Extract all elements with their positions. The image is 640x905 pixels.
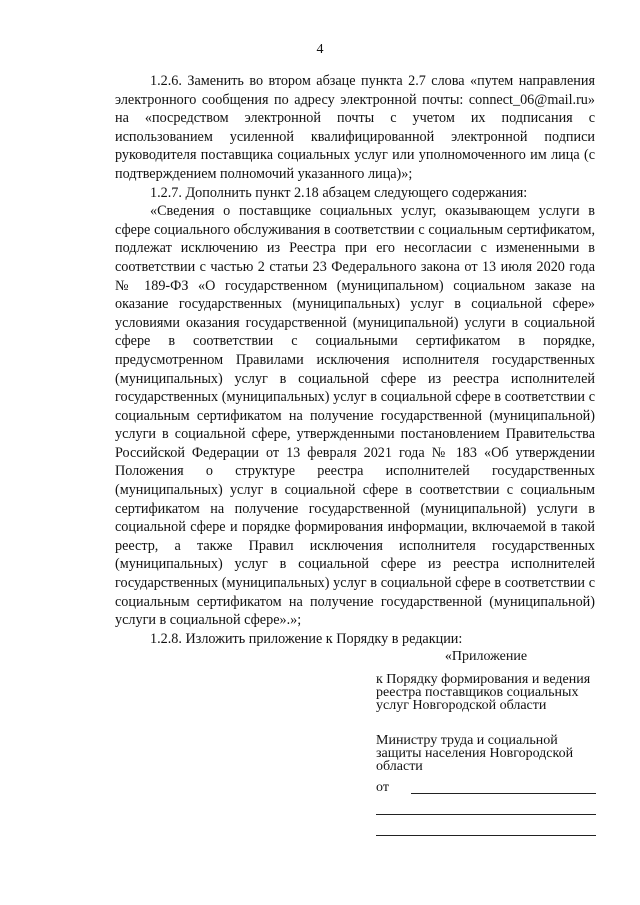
paragraph-quote: «Сведения о поставщике социальных услуг, оказывающем услуги в сфере социального обслуживания в соответствии с социальным сертификатом, подлежат исключению из Реестра при его несогласии с измененными в соответствии с частью 2 статьи 23 Федерального закона от 13 июля 2020 года № 189-ФЗ «О государственном (муниципальном) социальном заказе на оказание государственных (муниципальных) услуг в социальной сфере» условиями оказания государственной (муниципальной) услуги в социальной сфере в соответствии с социальными сертификатом в порядке, предусмотренном Правилами исключения исполнителя государственных (муниципальных) услуг в социальной сфере из реестра исполнителей государственных (муниципальных) услуг в социальной сфере в соответствии с социальным сертификатом на получение государственной (муниципальной) услуги в социальной сфере, утвержденными постановлением Правительства Российской Федерации от 13 февраля 2021 года № 183 «Об утверждении Положения о структуре реестра исполнителей государственных (муниципальных) услуг в социальной сфере в соответствии с социальным сертификатом на получение государственной (муниципальной) услуги в социальной сфере и порядке формирования информации, включаемой в такой реестр, а также Правил исключения исполнителя государственных (муниципальных) услуг в социальной сфере из реестра исполнителей государственных (муниципальных) услуг в социальной сфере в соответствии с социальным сертификатом на получение государственной (муниципальной) услуги в социальной сфере».»; [115, 203, 595, 629]
body-text [115, 72, 595, 648]
fill-line-2 [376, 794, 596, 815]
from-fill-line [411, 782, 596, 794]
paragraph-1-2-7: 1.2.7. Дополнить пункт 2.18 абзацем следующего содержания: [150, 184, 528, 201]
from-row [376, 781, 596, 794]
appendix-heading: «Приложение [444, 649, 528, 664]
paragraph-1-2-6: 1.2.6. Заменить во втором абзаце пункта 2.7 слова «путем направления электронного сообщения по адресу электронной почты: connect_06@mail.ru» на «посредством электронной почты с учетом их подписания с использованием усиленной квалифицированной электронной подписи руководителя поставщика социальных услуг или уполномоченного им лица (с подтверждением полномочий указанного лица)»; [115, 73, 595, 182]
paragraph-1-2-8: 1.2.8. Изложить приложение к Порядку в редакции: [150, 630, 463, 647]
appendix-subtitle: к Порядку формирования и ведения реестра поставщиков социальных услуг Новгородской области [376, 672, 591, 713]
appendix-addressee: Министру труда и социальной защиты населения Новгородской области [376, 733, 574, 774]
appendix-block [376, 650, 596, 836]
page-number: 4 [316, 42, 324, 57]
from-label: от [376, 780, 389, 795]
fill-line-3 [376, 815, 596, 836]
